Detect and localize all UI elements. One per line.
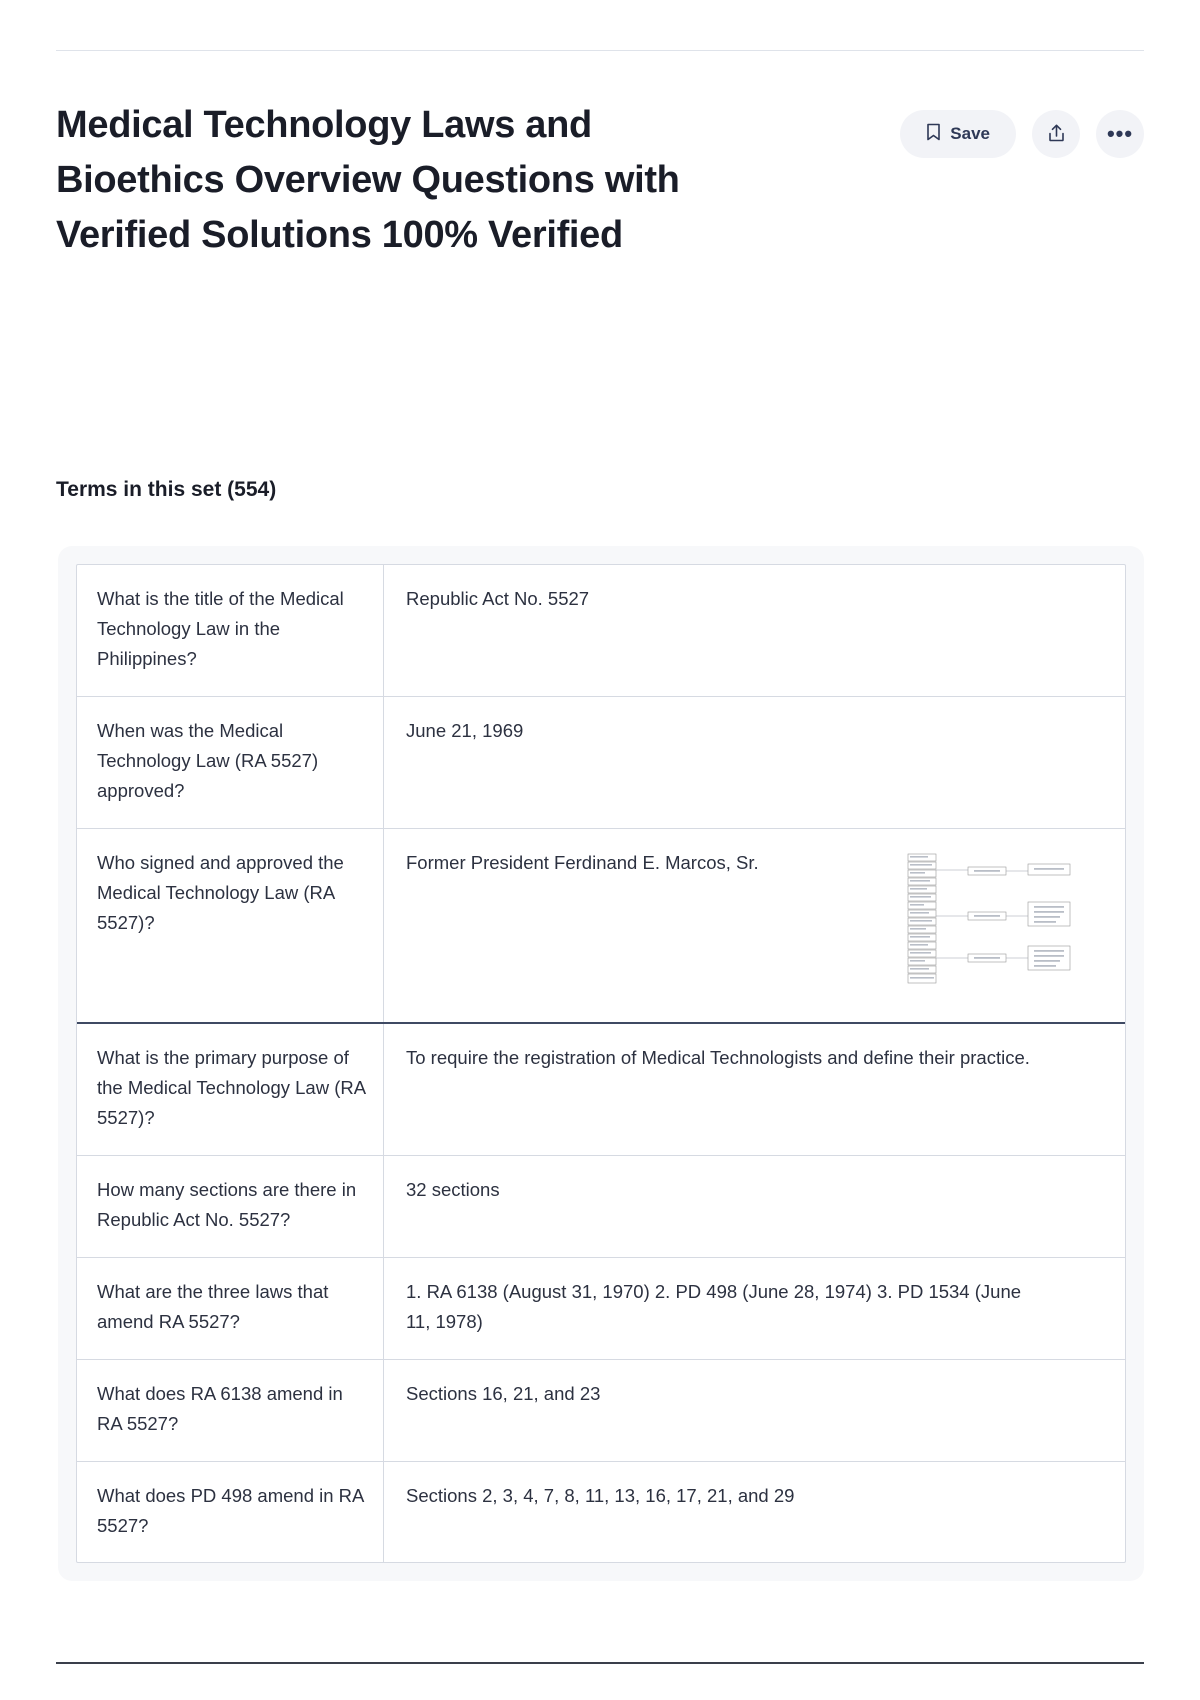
definition-text: 1. RA 6138 (August 31, 1970) 2. PD 498 (June 28, 1974) 3. PD 1534 (June 11, 1978) bbox=[406, 1280, 1022, 1332]
term-cell: What does PD 498 amend in RA 5527? bbox=[77, 1462, 384, 1563]
table-row[interactable] bbox=[77, 1258, 1125, 1360]
definition-cell bbox=[384, 1024, 1125, 1155]
definition-diagram-thumbnail[interactable] bbox=[906, 850, 1091, 1000]
definition-cell bbox=[384, 1462, 1125, 1563]
save-button[interactable] bbox=[900, 110, 1016, 158]
definition-cell bbox=[384, 565, 1125, 696]
bottom-divider bbox=[56, 1662, 1144, 1664]
term-cell: Who signed and approved the Medical Technology Law (RA 5527)? bbox=[77, 829, 384, 1022]
term-cell: What are the three laws that amend RA 5527? bbox=[77, 1258, 384, 1359]
table-row[interactable] bbox=[77, 565, 1125, 697]
table-row[interactable] bbox=[77, 697, 1125, 829]
more-options-icon: ••• bbox=[1106, 121, 1134, 146]
top-divider bbox=[56, 50, 1144, 51]
term-cell: What does RA 6138 amend in RA 5527? bbox=[77, 1360, 384, 1461]
term-cell: When was the Medical Technology Law (RA 5527) approved? bbox=[77, 697, 384, 828]
header-actions bbox=[900, 110, 1144, 158]
bookmark-icon bbox=[926, 123, 941, 146]
table-row[interactable] bbox=[77, 1360, 1125, 1462]
definition-cell bbox=[384, 1258, 1125, 1359]
terms-heading: Terms in this set (554) bbox=[56, 478, 277, 501]
definition-cell bbox=[384, 1360, 1125, 1461]
page-title: Medical Technology Laws and Bioethics Overview Questions with Verified Solutions 100% Verified bbox=[56, 104, 680, 257]
definition-text: To require the registration of Medical Technologists and define their practice. bbox=[406, 1046, 1030, 1068]
document-header bbox=[56, 98, 1144, 263]
share-icon bbox=[1047, 123, 1066, 146]
terms-table bbox=[76, 564, 1126, 1563]
term-cell: What is the title of the Medical Technology Law in the Philippines? bbox=[77, 565, 384, 696]
term-cell: How many sections are there in Republic Act No. 5527? bbox=[77, 1156, 384, 1257]
definition-text: Republic Act No. 5527 bbox=[406, 588, 590, 609]
terms-card bbox=[58, 546, 1144, 1581]
share-button[interactable] bbox=[1032, 110, 1080, 158]
definition-text: June 21, 1969 bbox=[406, 719, 524, 741]
definition-text: Sections 16, 21, and 23 bbox=[406, 1382, 601, 1404]
save-button-label: Save bbox=[950, 124, 990, 143]
definition-text: 32 sections bbox=[406, 1178, 500, 1200]
definition-text: Sections 2, 3, 4, 7, 8, 11, 13, 16, 17, 21, and 29 bbox=[406, 1484, 795, 1506]
definition-text: Former President Ferdinand E. Marcos, Sr. bbox=[406, 851, 759, 873]
definition-cell bbox=[384, 829, 1125, 1022]
term-cell: What is the primary purpose of the Medical Technology Law (RA 5527)? bbox=[77, 1024, 384, 1155]
definition-cell bbox=[384, 697, 1125, 828]
table-row[interactable] bbox=[77, 1462, 1125, 1563]
table-row[interactable] bbox=[77, 1024, 1125, 1156]
table-row[interactable] bbox=[77, 1156, 1125, 1258]
table-row[interactable] bbox=[77, 829, 1125, 1024]
definition-cell bbox=[384, 1156, 1125, 1257]
more-options-button[interactable] bbox=[1096, 110, 1144, 158]
